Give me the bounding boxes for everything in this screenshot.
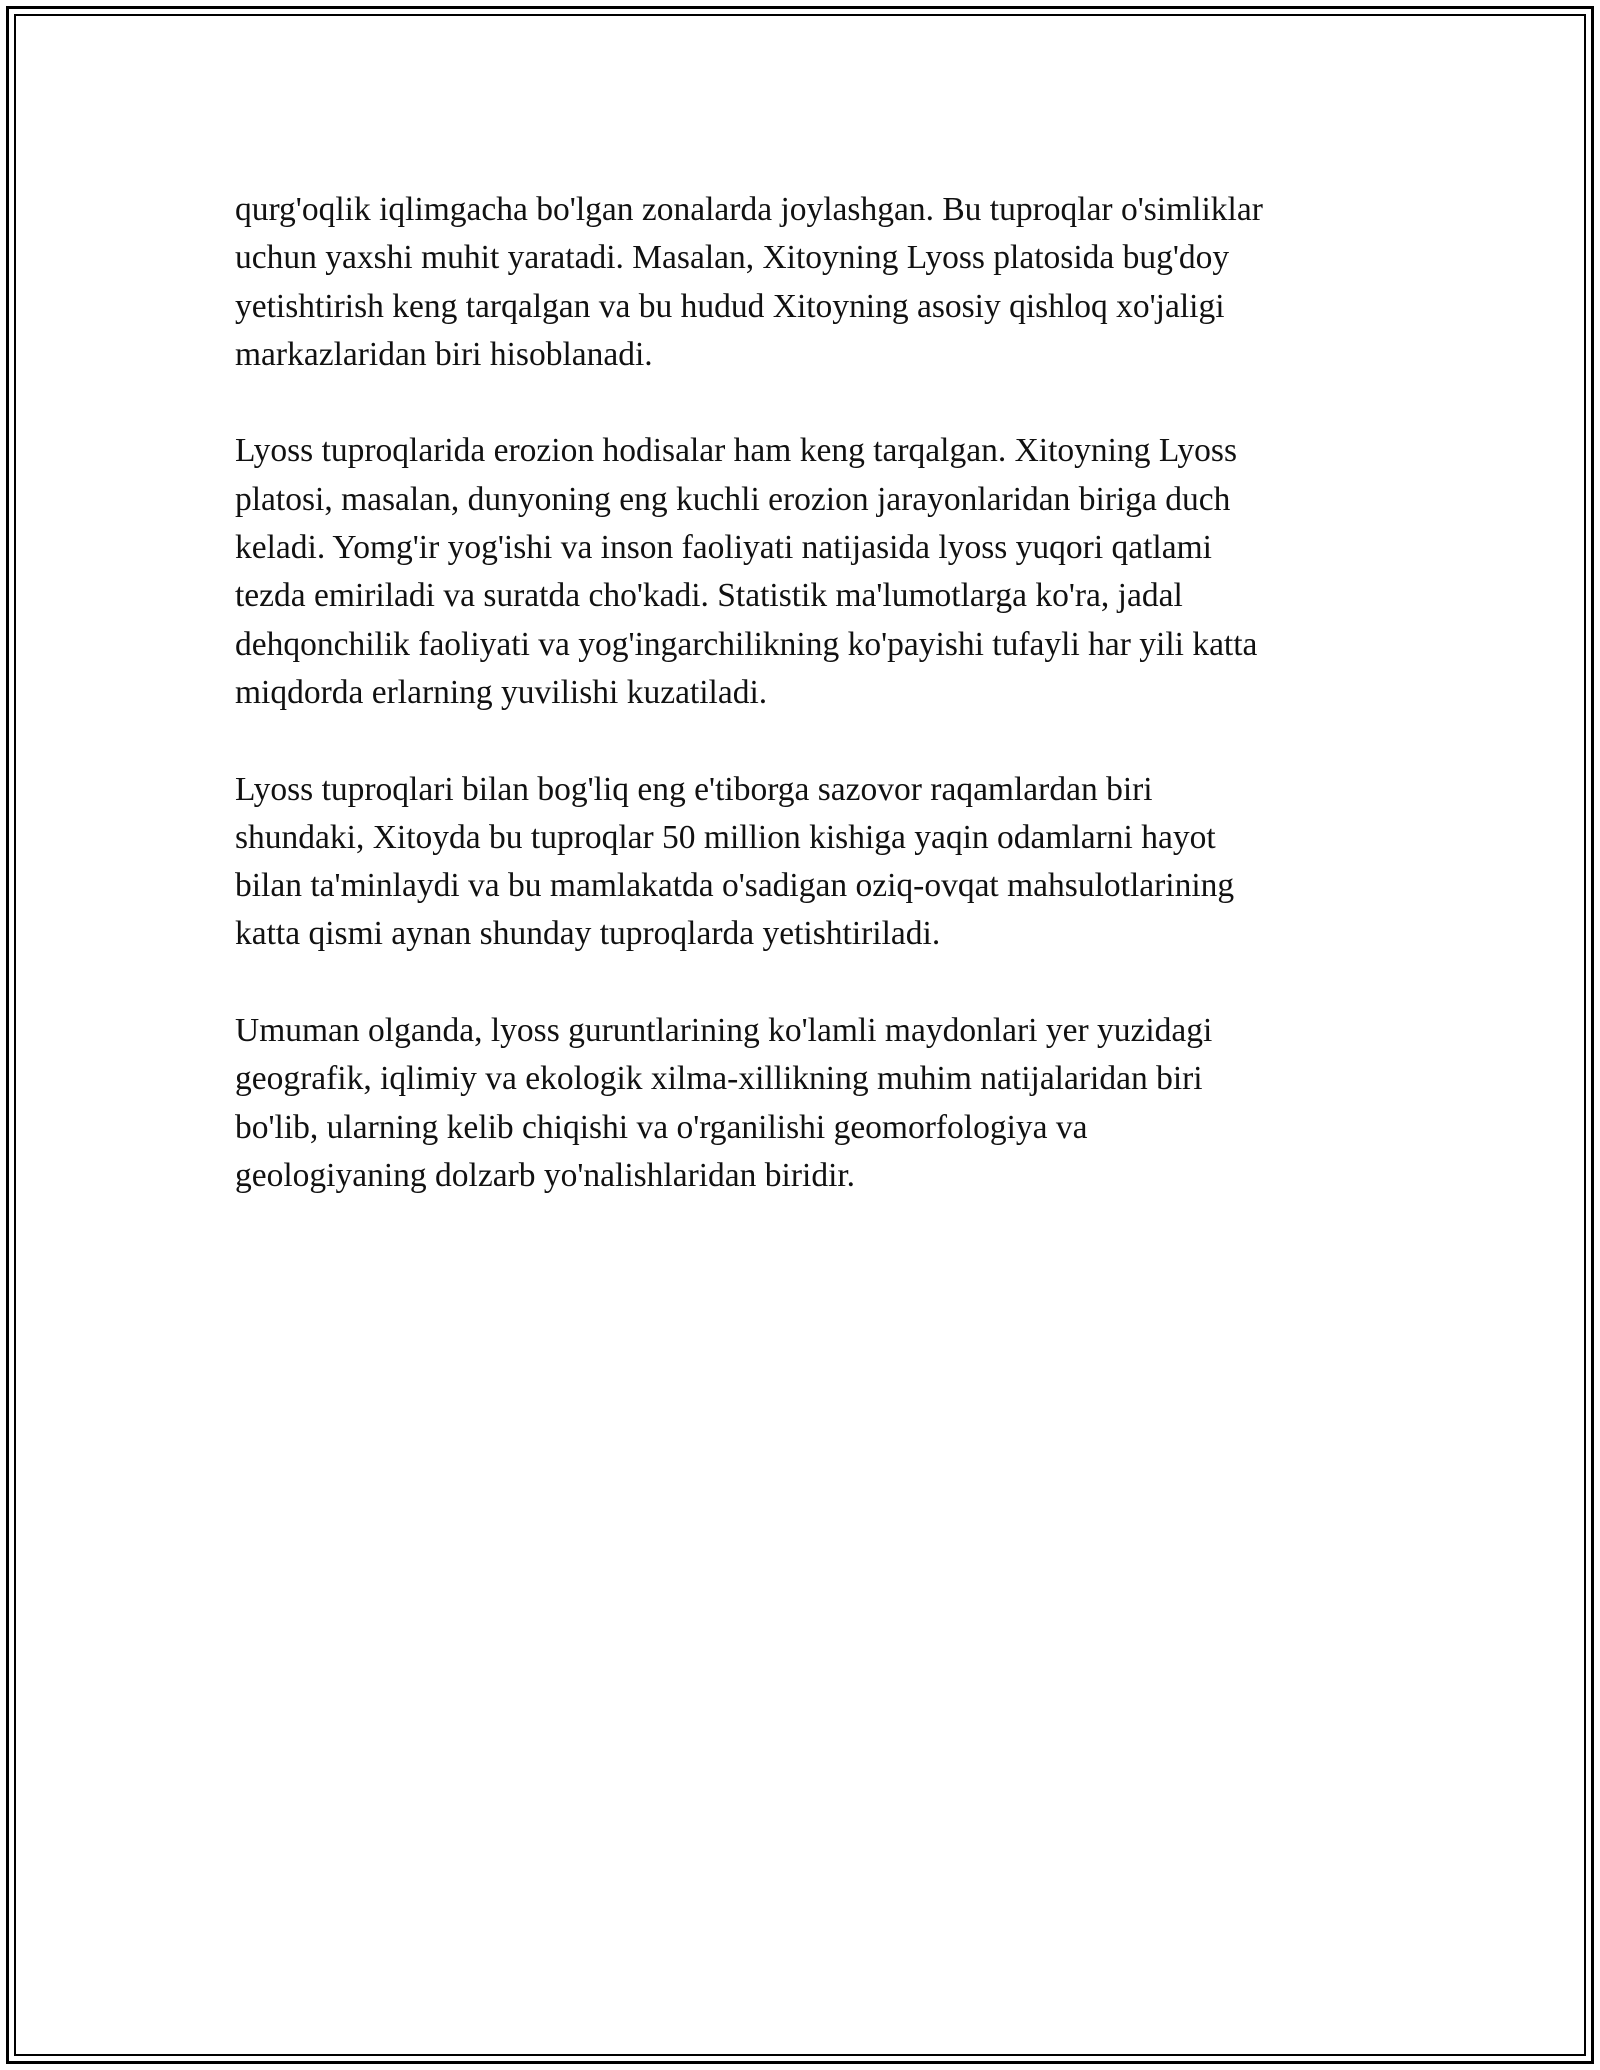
text-line: markazlaridan biri hisoblanadi. (235, 335, 653, 373)
text-line: shundaki, Xitoyda bu tuproqlar 50 million kishiga yaqin odamlarni hayot (235, 818, 1216, 856)
text-line: dehqonchilik faoliyati va yog'ingarchilikning ko'payishi tufayli har yili katta (235, 625, 1258, 663)
text-line: Lyoss tuproqlarida erozion hodisalar ham keng tarqalgan. Xitoyning Lyoss (235, 432, 1238, 470)
text-line: katta qismi aynan shunday tuproqlarda yetishtiriladi. (235, 915, 941, 953)
text-line: bo'lib, ularning kelib chiqishi va o'rganilishi geomorfologiya va (235, 1108, 1088, 1146)
text-line: miqdorda erlarning yuvilishi kuzatiladi. (235, 673, 768, 711)
text-line: yetishtirish keng tarqalgan va bu hudud Xitoyning asosiy qishloq xo'jaligi (235, 287, 1225, 325)
text-line: tezda emiriladi va suratda cho'kadi. Statistik ma'lumotlarga ko'ra, jadal (235, 577, 1183, 615)
text-line: qurg'oqlik iqlimgacha bo'lgan zonalarda joylashgan. Bu tuproqlar o'simliklar (235, 191, 1263, 228)
text-line: geologiyaning dolzarb yo'nalishlaridan biridir. (235, 1156, 856, 1194)
text-line: uchun yaxshi muhit yaratadi. Masalan, Xitoyning Lyoss platosida bug'doy (235, 239, 1230, 277)
document-body (235, 186, 1375, 1249)
paragraph-3 (235, 766, 1375, 959)
text-line: platosi, masalan, dunyoning eng kuchli erozion jarayonlaridan biriga duch (235, 480, 1231, 518)
text-line: geografik, iqlimiy va ekologik xilma-xillikning muhim natijalaridan biri (235, 1060, 1203, 1098)
paragraph-2 (235, 427, 1375, 717)
text-line: Umuman olganda, lyoss guruntlarining ko'lamli maydonlari yer yuzidagi (235, 1012, 1213, 1050)
text-line: Lyoss tuproqlari bilan bog'liq eng e'tiborga sazovor raqamlardan biri (235, 770, 1153, 808)
text-line: keladi. Yomg'ir yog'ishi va inson faoliyati natijasida lyoss yuqori qatlami (235, 529, 1212, 567)
paragraph-4 (235, 1007, 1375, 1200)
paragraph-1 (235, 186, 1375, 379)
text-line: bilan ta'minlaydi va bu mamlakatda o'sadigan oziq-ovqat mahsulotlarining (235, 867, 1235, 905)
